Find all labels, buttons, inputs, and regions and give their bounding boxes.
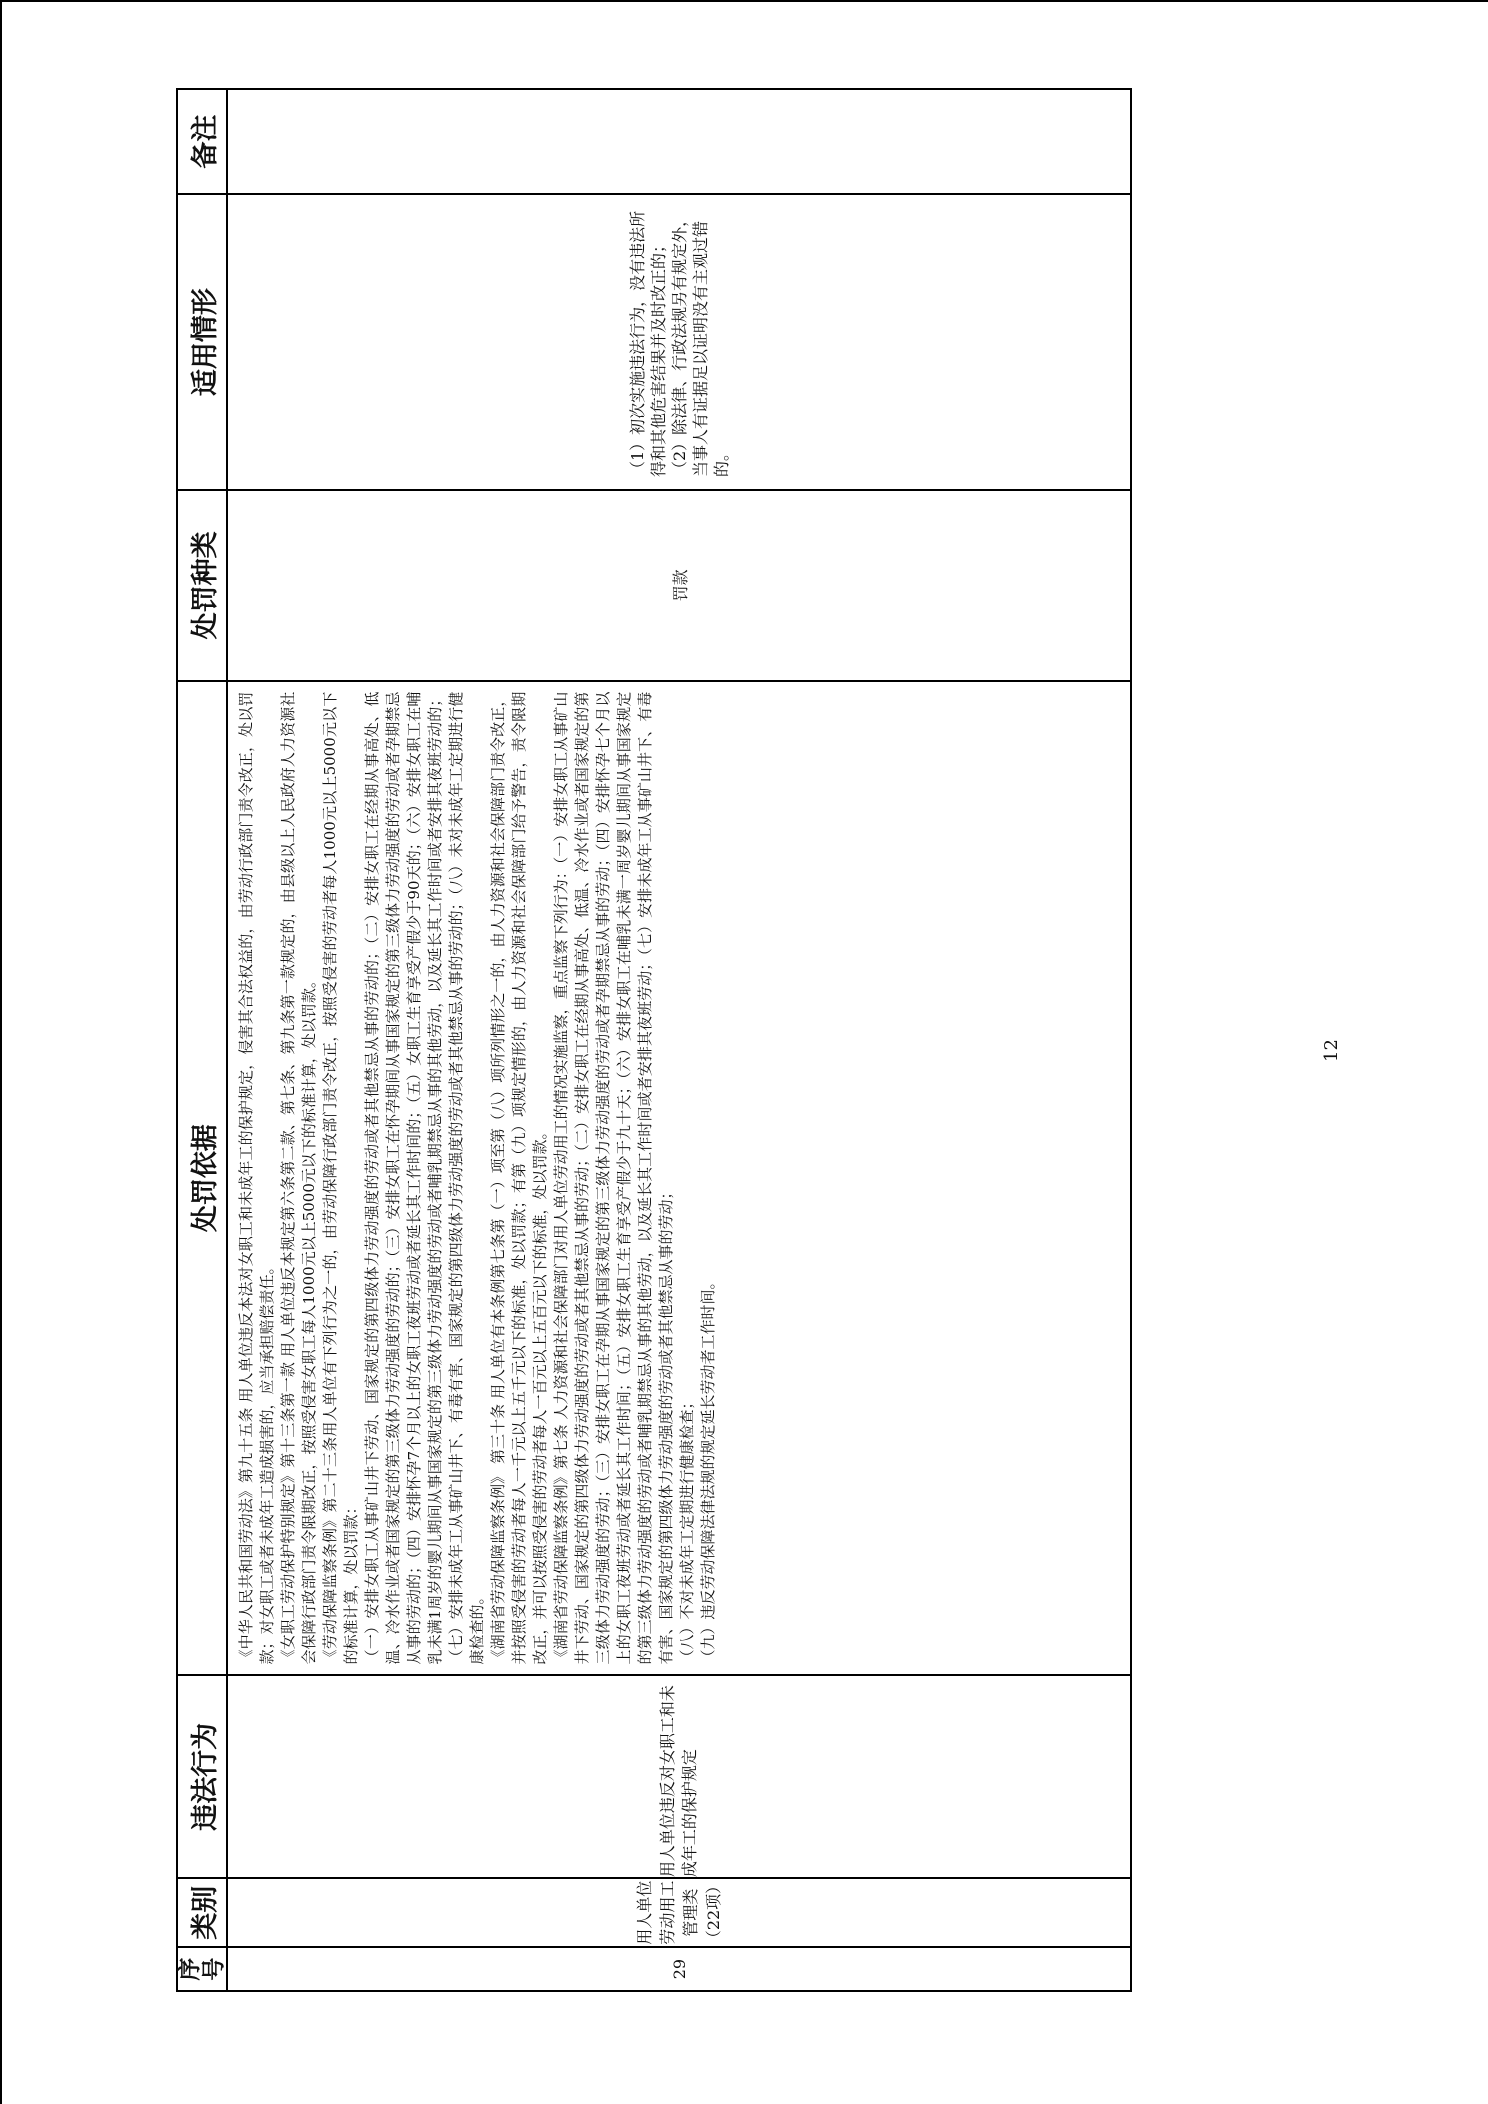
header-category: 类别 (177, 1878, 227, 1947)
header-row (177, 89, 227, 1991)
page-left-rule (0, 0, 2, 2104)
basis-paragraph: （八）不对未成年工定期进行健康检查； (678, 1394, 696, 1665)
header-seq: 序号 (177, 1947, 227, 1991)
basis-paragraph: 《女职工劳动保护特别规定》第十三条第一款 用人单位违反本规定第六条第二款、第七条、第九条第一款规定的，由县级以上人民政府人力资源社会保障行政部门责令限期改正，按照受侵害女职工每人1000元以上5000元以下的标准计算，处以罚款。 (279, 691, 318, 1665)
page-number: 12 (1320, 1039, 1342, 1062)
header-behavior: 违法行为 (177, 1675, 227, 1878)
basis-paragraph: 《湖南省劳动保障监察条例》 第三十条 用人单位有本条例第七条第（一）项至第（八）项所列情形之一的，由人力资源和社会保障部门责令改正，并按照受侵害的劳动者每人一千元以上五千元以下的标准，处以罚款；有第（九）项规定情形的，由人力资源和社会保障部门给予警告，责令限期改正，并可以按照受侵害的劳动者每人一百元以上五百元以下的标准，处以罚款。 (489, 691, 549, 1665)
header-basis: 处罚依据 (177, 681, 227, 1676)
header-remark: 备注 (177, 89, 227, 194)
row-applicable (227, 194, 1131, 490)
basis-paragraph: 《劳动保障监察条例》第二十三条用人单位有下列行为之一的，由劳动保障行政部门责令改正，按照受侵害的劳动者每人1000元以上5000元以下的标准计算，处以罚款： (321, 691, 360, 1665)
row-remark (227, 89, 1131, 194)
row-behavior: 用人单位违反对女职工和未成年工的保护规定 (227, 1675, 1131, 1878)
basis-paragraph: 《湖南省劳动保障监察条例》第七条 人力资源和社会保障部门对用人单位劳动用工的情况实施监察，重点监察下列行为：（一）安排女职工从事矿山井下劳动、国家规定的第四级体力劳动强度的劳动或者其他禁忌从事的劳动；（二）安排女职工在经期从事高处、低温、冷水作业或者国家规定的第三级体力劳动强度的劳动；（三）安排女职工在孕期从事国家规定的第三级体力劳动强度的劳动或者孕期禁忌从事的劳动；（四）安排怀孕七个月以上的女职工夜班劳动或者延长其工作时间；（五）安排女职工生育享受产假少于九十天；（六）安排女职工在哺乳未满一周岁婴儿期间从事国家规定的第三级体力劳动强度的劳动或者哺乳期禁忌从事的其他劳动，以及延长其工作时间或者安排其夜班劳动；（七）安排未成年工从事矿山井下、有毒有害、国家规定的第四级体力劳动强度的劳动或者其他禁忌从事的劳动； (552, 691, 675, 1665)
page-top-rule (0, 0, 1488, 2)
applicable-item: （1）初次实施违法行为，没有违法所得和其他危害结果并及时改正的； (627, 210, 668, 478)
row-seq: 29 (227, 1947, 1131, 1991)
row-basis (227, 681, 1131, 1676)
applicable-item: （2）除法律、行政法规另有规定外，当事人有证据足以证明没有主观过错的。 (669, 210, 731, 478)
penalty-table (176, 88, 1132, 1992)
basis-paragraph: （九）违反劳动保障法律法规的规定延长劳动者工作时间。 (699, 1274, 717, 1665)
header-applicable: 适用情形 (177, 194, 227, 490)
table-row (227, 89, 1131, 1991)
row-category: 用人单位劳动用工管理类（22项） (227, 1878, 1131, 1947)
rotated-table-wrapper (176, 88, 1132, 1992)
row-penalty-type: 罚款 (227, 490, 1131, 681)
basis-paragraph: 《中华人民共和国劳动法》第九十五条 用人单位违反本法对女职工和未成年工的保护规定，侵害其合法权益的，由劳动行政部门责令改正，处以罚款；对女职工或者未成年工造成损害的，应当承担赔偿责任。 (237, 691, 276, 1665)
header-penalty-type: 处罚种类 (177, 490, 227, 681)
basis-paragraph: （一）安排女职工从事矿山井下劳动、国家规定的第四级体力劳动强度的劳动或者其他禁忌从事的劳动的；（二）安排女职工在经期从事高处、低温、冷水作业或者国家规定的第三级体力劳动强度的劳动的；（三）安排女职工在怀孕期间从事国家规定的第三级体力劳动强度的劳动或者孕期禁忌从事的劳动的；（四）安排怀孕7个月以上的女职工夜班劳动或者延长其工作时间的；（五）女职工生育享受产假少于90天的；（六）安排女职工在哺乳未满1周岁的婴儿期间从事国家规定的第三级体力劳动强度的劳动或者哺乳期禁忌从事的其他劳动，以及延长其工作时间或者安排其夜班劳动的；（七）安排未成年工从事矿山井下、有毒有害、国家规定的第四级体力劳动强度的劳动或者其他禁忌从事的劳动的；（八）未对未成年工定期进行健康检查的。 (363, 691, 486, 1665)
